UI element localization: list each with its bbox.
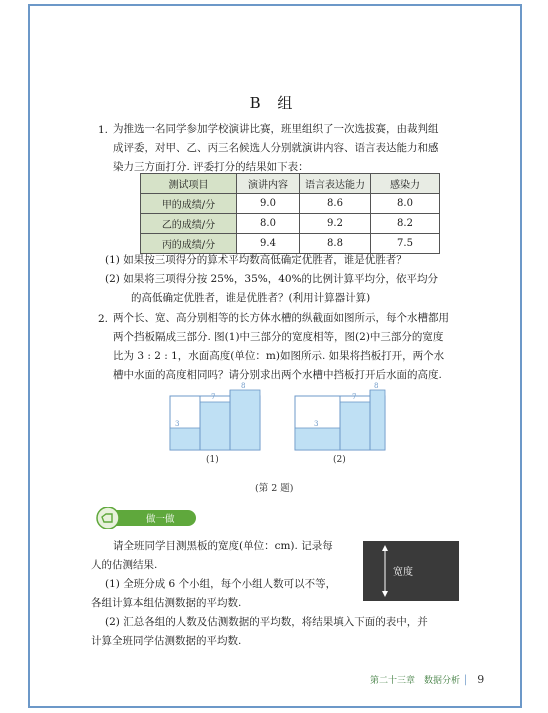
- q1-sub2-line-1: (2) 如果将三项得分按 25%，35%，40%的比例计算平均分，依平均分: [105, 273, 439, 285]
- level-label: 3: [314, 420, 319, 428]
- row-label: 甲的成绩/分: [141, 194, 237, 214]
- table-cell: 9.4: [237, 234, 300, 254]
- q1-sub2-line-2: 的高低确定优胜者，谁是优胜者？(利用计算器计算): [131, 292, 371, 304]
- level-label: 7: [352, 393, 357, 401]
- practice-line-2: 人的估测结果.: [91, 559, 158, 571]
- q2-line-4: 槽中水面的高度相同吗？请分别求出两个水槽中挡板打开后水面的高度.: [113, 369, 442, 381]
- water-section: [295, 428, 340, 450]
- water-section: [200, 402, 230, 450]
- table-cell: 8.0: [237, 214, 300, 234]
- water-section: [340, 402, 370, 450]
- water-section: [170, 428, 200, 450]
- practice-tag: [94, 507, 198, 529]
- section-title: B 组: [249, 94, 299, 112]
- score-table: [140, 173, 440, 254]
- table-cell: 9.0: [237, 194, 300, 214]
- table-header-cell: 测试项目: [141, 174, 237, 194]
- chapter-title: 第二十三章 数据分析: [370, 676, 461, 686]
- footer-separator: │: [462, 676, 469, 686]
- table-cell: 9.2: [300, 214, 371, 234]
- level-label: 7: [211, 393, 216, 401]
- page-number: 9: [477, 673, 485, 686]
- tag-badge: [97, 507, 119, 529]
- practice-sub1-line-2: 各组计算本组估测数据的平均数.: [91, 597, 242, 609]
- table-cell: 7.5: [371, 234, 440, 254]
- q1-line-1: 为推选一名同学参加学校演讲比赛，班里组织了一次选拔赛，由裁判组: [113, 123, 439, 135]
- blackboard-image: [363, 541, 459, 601]
- practice-sub2-line-2: 计算全班同学估测数据的平均数.: [91, 635, 242, 647]
- table-header-cell: 语言表达能力: [300, 174, 371, 194]
- q1-sub1: (1) 如果按三项得分的算术平均数高低确定优胜者，谁是优胜者？: [105, 254, 407, 266]
- q2-line-2: 两个挡板隔成三部分. 图(1)中三部分的宽度相等，图(2)中三部分的宽度: [113, 331, 444, 343]
- level-label: 8: [241, 382, 246, 390]
- practice-line-1: 请全班同学目测黑板的宽度(单位：cm). 记录每: [113, 540, 333, 552]
- q1-line-3: 染力三方面打分. 评委打分的结果如下表：: [113, 161, 309, 173]
- table-row: [141, 214, 440, 234]
- q2-line-1: 两个长、宽、高分别相等的长方体水槽的纵截面如图所示，每个水槽都用: [113, 312, 449, 324]
- tank-figure-2: [290, 382, 390, 454]
- tag-label: 做一做: [146, 514, 175, 525]
- tank-figure-1: [165, 382, 265, 454]
- table-row: [141, 194, 440, 214]
- table-header-cell: 演讲内容: [237, 174, 300, 194]
- q2-number: 2.: [98, 313, 109, 325]
- figure-1-caption: (1): [206, 455, 219, 465]
- page-frame-top: [28, 4, 522, 6]
- water-section: [370, 390, 385, 450]
- row-label: 丙的成绩/分: [141, 234, 237, 254]
- table-header-row: [141, 174, 440, 194]
- table-header-cell: 感染力: [371, 174, 440, 194]
- figure-2-caption: (2): [333, 455, 346, 465]
- q2-line-3: 比为 3 : 2 : 1，水面高度(单位：m)如图所示. 如果将挡板打开，两个水: [113, 350, 445, 362]
- practice-sub1-line-1: (1) 全班分成 6 个小组，每个小组人数可以不等，: [105, 578, 337, 590]
- row-label: 乙的成绩/分: [141, 214, 237, 234]
- practice-sub2-line-1: (2) 汇总各组的人数及估测数据的平均数，将结果填入下面的表中，并: [105, 616, 428, 628]
- table-cell: 8.2: [371, 214, 440, 234]
- width-label: 宽度: [393, 567, 413, 578]
- table-cell: 8.8: [300, 234, 371, 254]
- q1-line-2: 成评委，对甲、乙、丙三名候选人分别就演讲内容、语言表达能力和感: [113, 142, 439, 154]
- level-label: 3: [175, 420, 180, 428]
- table-cell: 8.6: [300, 194, 371, 214]
- water-section: [230, 390, 260, 450]
- page-footer: [370, 673, 484, 686]
- level-label: 8: [374, 382, 379, 390]
- figure-caption: (第 2 题): [255, 483, 294, 494]
- q1-number: 1.: [98, 124, 109, 136]
- table-cell: 8.0: [371, 194, 440, 214]
